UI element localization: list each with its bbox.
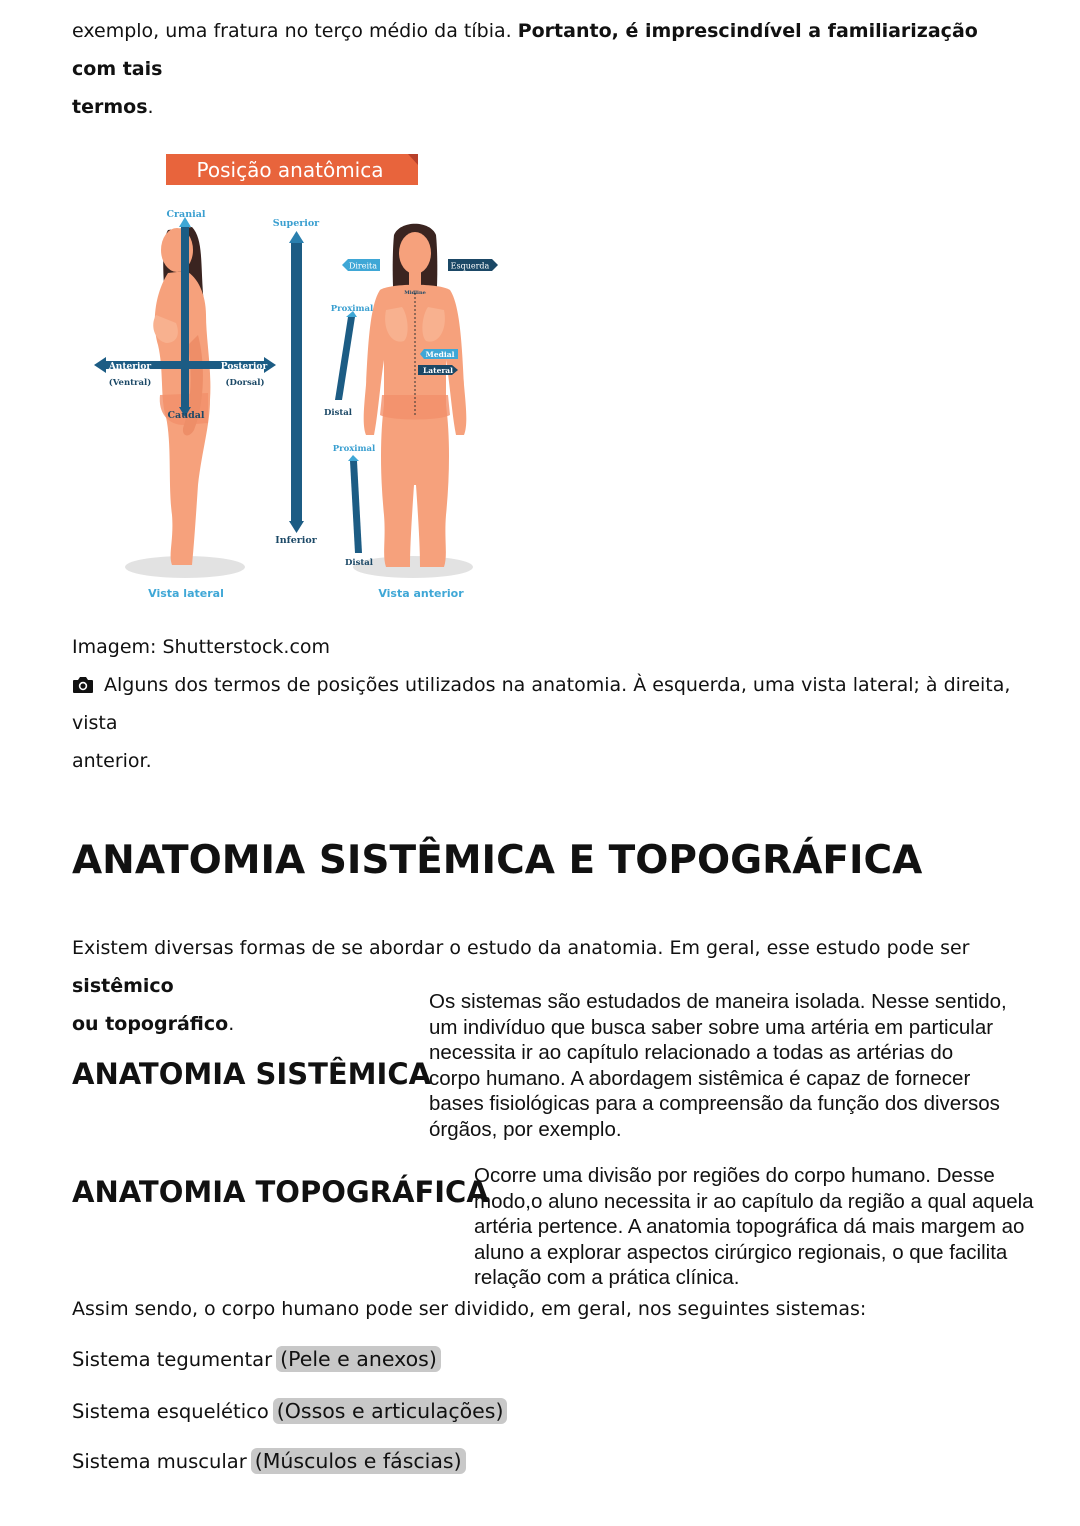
label-proximal-upper: Proximal [330, 304, 374, 314]
anterior-view-figure [364, 224, 467, 567]
label-anterior: Anterior [108, 362, 152, 372]
sistemica-description: Os sistemas são estudados de maneira isolada. Nesse sentido, um indivíduo que busca saber sobre uma artéria em particular necessita ir ao capítulo relacionado a todas as artérias do corpo humano. A abordagem sistêmica é capaz de fornecer bases fisiológicas para a compreensão da função dos diversos órgãos, por exemplo. [429, 990, 1007, 1141]
label-distal-upper: Distal [323, 408, 353, 418]
figure-banner [166, 154, 418, 185]
tag-esquerda [448, 259, 498, 271]
label-lateral: Lateral [422, 366, 454, 375]
camera-icon [72, 676, 94, 694]
label-posterior: Posterior [220, 362, 268, 372]
tag-direita [342, 259, 386, 272]
list-item: Sistema esquelético (Ossos e articulações) [72, 1395, 507, 1428]
label-caudal: Caudal [167, 410, 205, 421]
label-esquerda: Esquerda [450, 261, 490, 271]
label-dorsal: (Dorsal) [225, 378, 265, 388]
system-note-badge: (Ossos e articulações) [273, 1398, 508, 1424]
heading-anatomia-sistemica: ANATOMIA SISTÊMICA [72, 1057, 432, 1091]
intro-paragraph: exemplo, uma fratura no terço médio da tíbia. Portanto, é imprescindível a familiarização com tais termos. [72, 20, 978, 118]
label-cranial: Cranial [166, 209, 206, 220]
system-note-badge: (Músculos e fáscias) [251, 1448, 466, 1474]
figure-banner-text: Posição anatômica [196, 158, 384, 182]
label-vista-anterior: Vista anterior [378, 587, 464, 600]
tag-medial [420, 349, 458, 359]
label-ventral: (Ventral) [108, 378, 152, 388]
heading-anatomia-topografica: ANATOMIA TOPOGRÁFICA [72, 1175, 489, 1209]
label-direita: Direita [348, 261, 378, 271]
system-note-badge: (Pele e anexos) [276, 1346, 441, 1372]
section-title: ANATOMIA SISTÊMICA E TOPOGRÁFICA [72, 838, 923, 883]
superior-inferior-arrow [289, 231, 304, 533]
label-superior: Superior [272, 218, 320, 229]
proximal-distal-arrow-lower [348, 455, 362, 553]
list-item: Sistema tegumentar (Pele e anexos) [72, 1343, 441, 1376]
list-item: Sistema muscular (Músculos e fáscias) [72, 1445, 466, 1478]
anatomical-position-figure [80, 145, 520, 610]
figure-caption: Alguns dos termos de posições utilizados na anatomia. À esquerda, uma vista lateral; à direita, vista anterior. [72, 674, 1011, 772]
image-credit: Imagem: Shutterstock.com [72, 636, 331, 658]
label-vista-lateral: Vista lateral [148, 587, 224, 600]
proximal-distal-arrow-upper [335, 311, 357, 400]
label-midline: Midline [404, 290, 426, 296]
topografica-description: Ocorre uma divisão por regiões do corpo humano. Desse modo,o aluno necessita ir ao capítulo da região a qual aquela artéria pertence. A anatomia topográfica dá mais margem ao aluno a explorar aspectos cirúrgico regionais, o que facilita relação com a prática clínica. [474, 1164, 1034, 1289]
section-intro: Existem diversas formas de se abordar o estudo da anatomia. Em geral, esse estudo pode ser sistêmico ou topográfico. [72, 937, 970, 1035]
systems-intro: Assim sendo, o corpo humano pode ser dividido, em geral, nos seguintes sistemas: [72, 1298, 867, 1320]
label-proximal-lower: Proximal [332, 444, 376, 454]
tag-lateral [418, 365, 458, 375]
label-inferior: Inferior [275, 535, 317, 546]
label-distal-lower: Distal [344, 558, 374, 568]
label-medial: Medial [425, 350, 455, 359]
